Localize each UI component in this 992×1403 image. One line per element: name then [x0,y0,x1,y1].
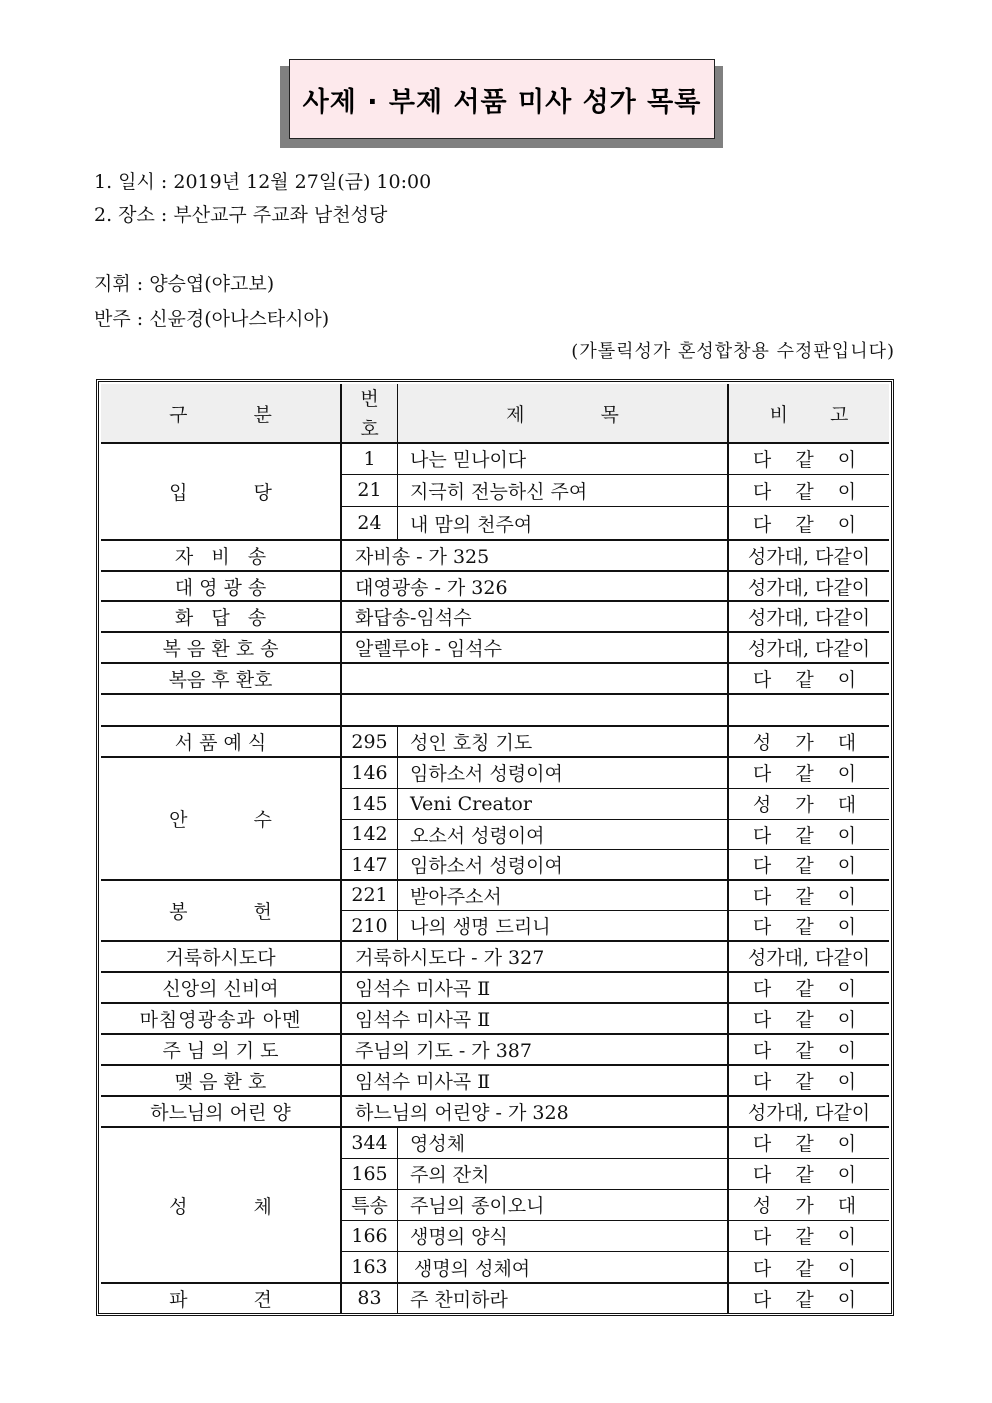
table-row: 하느님의 어린 양 하느님의 어린양 - 가 328 성가대, 다같이 [101,1096,889,1127]
event-place: 2. 장소 : 부산교구 주교좌 남천성당 [94,204,388,226]
table-row: 165 주의 잔치 다 같 이 [101,1158,889,1189]
header-title: 제 목 [397,384,727,443]
category-label: 봉 헌 [169,901,272,923]
table-row: 221 받아주소서 다 같 이 [101,880,889,910]
table-row: 맺 음 환 호 임석수 미사곡 Ⅱ 다 같 이 [101,1065,889,1096]
header-category: 구 분 [169,404,272,426]
table-row: 화 답 송 화답송-임석수 성가대, 다같이 [101,601,889,632]
table-row: 24 내 맘의 천주여 다 같 이 [101,506,889,540]
table-row: 파 견 83 주 찬미하라 다 같 이 [101,1283,889,1313]
table-row: 163 생명의 성체여 다 같 이 [101,1251,889,1283]
category-label: 파 견 [169,1288,272,1311]
category-label: 성 체 [169,1195,272,1218]
accompanist: 반주 : 신윤경(아나스타시아) [94,308,330,330]
table-row: 복 음 환 호 송 알렐루야 - 임석수 성가대, 다같이 [101,632,889,663]
table-row: 특송 주님의 종이오니 성 가 대 [101,1189,889,1220]
header-number: 번 호 [340,384,397,443]
header-remark: 비 고 [727,384,889,443]
table-row: 166 생명의 양식 다 같 이 [101,1220,889,1251]
table-row: 거룩하시도다 거룩하시도다 - 가 327 성가대, 다같이 [101,941,889,972]
table-row: 마침영광송과 아멘 임석수 미사곡 Ⅱ 다 같 이 [101,1003,889,1034]
table-row: 자 비 송 자비송 - 가 325 성가대, 다같이 [101,540,889,571]
table-row: 1 나는 믿나이다 다 같 이 [101,443,889,474]
table-row-empty [101,694,889,726]
table-row: 신앙의 신비여 임석수 미사곡 Ⅱ 다 같 이 [101,972,889,1003]
table-row: 주 님 의 기 도 주님의 기도 - 가 387 다 같 이 [101,1034,889,1065]
event-date: 1. 일시 : 2019년 12월 27일(금) 10:00 [94,171,432,193]
conductor: 지휘 : 양승엽(야고보) [94,273,275,295]
table-row: 142 오소서 성령이여 다 같 이 [101,819,889,849]
edition-note: (가톨릭성가 혼성합창용 수정판입니다) [571,341,895,362]
table-row: 복음 후 환호 다 같 이 [101,663,889,694]
table-row: 서 품 예 식 295 성인 호칭 기도 성 가 대 [101,726,889,757]
table-header [101,384,889,443]
category-label: 안 수 [169,809,272,831]
table-row: 대 영 광 송 대영광송 - 가 326 성가대, 다같이 [101,571,889,601]
category-label: 입 당 [169,482,272,504]
table-row: 210 나의 생명 드리니 다 같 이 [101,910,889,941]
table-row: 145 Veni Creator 성 가 대 [101,788,889,819]
table-row: 147 임하소서 성령이여 다 같 이 [101,849,889,880]
page-title: 사제 · 부제 서품 미사 성가 목록 [289,59,715,139]
table-row: 21 지극히 전능하신 주여 다 같 이 [101,474,889,506]
table-row: 146 임하소서 성령이여 다 같 이 [101,757,889,788]
table-row: 344 영성체 다 같 이 [101,1127,889,1158]
